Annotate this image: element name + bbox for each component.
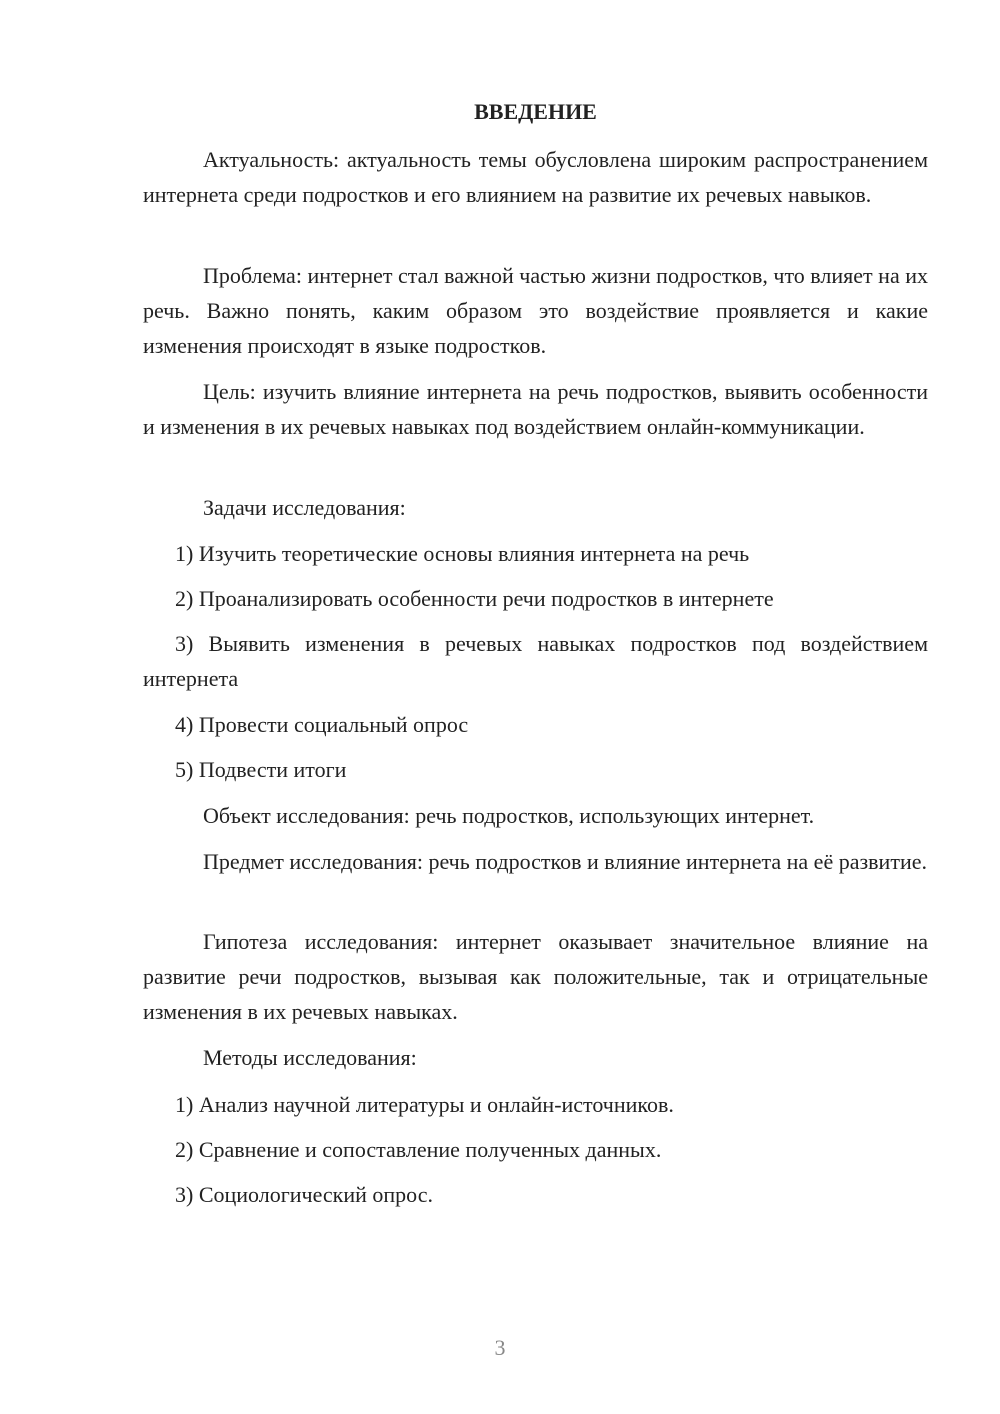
task-item-2: 2) Проанализировать особенности речи подростков в интернете [175,586,774,611]
paragraph-hypothesis: Гипотеза исследования: интернет оказывает значительное влияние на развитие речи подростков, вызывая как положительные, так и отрицательные изменения в их речевых навыках. [143,929,928,1024]
method-item-1: 1) Анализ научной литературы и онлайн-источников. [175,1092,674,1117]
method-item-2: 2) Сравнение и сопоставление полученных данных. [175,1137,662,1162]
page-title: ВВЕДЕНИЕ [474,99,597,124]
task-item-1: 1) Изучить теоретические основы влияния интернета на речь [175,541,750,566]
paragraph-subject: Предмет исследования: речь подростков и влияние интернета на её развитие. [203,849,927,874]
paragraph-problem: Проблема: интернет стал важной частью жизни подростков, что влияет на их речь. Важно понять, каким образом это воздействие проявляется и какие изменения происходят в языке подростков. [143,263,928,358]
page-number: 3 [494,1335,506,1360]
tasks-heading: Задачи исследования: [203,495,406,520]
task-item-5: 5) Подвести итоги [175,757,347,782]
method-item-3: 3) Социологический опрос. [175,1182,433,1207]
paragraph-relevance: Актуальность: актуальность темы обусловлена широким распространением интернета среди подростков и его влиянием на развитие их речевых навыков. [143,147,928,207]
paragraph-goal: Цель: изучить влияние интернета на речь подростков, выявить особенности и изменения в их речевых навыках под воздействием онлайн-коммуникации. [143,379,928,439]
methods-heading: Методы исследования: [203,1045,417,1070]
task-item-3: 3) Выявить изменения в речевых навыках подростков под воздействием интернета [143,631,928,691]
task-item-4: 4) Провести социальный опрос [175,712,469,737]
paragraph-object: Объект исследования: речь подростков, использующих интернет. [203,803,815,828]
